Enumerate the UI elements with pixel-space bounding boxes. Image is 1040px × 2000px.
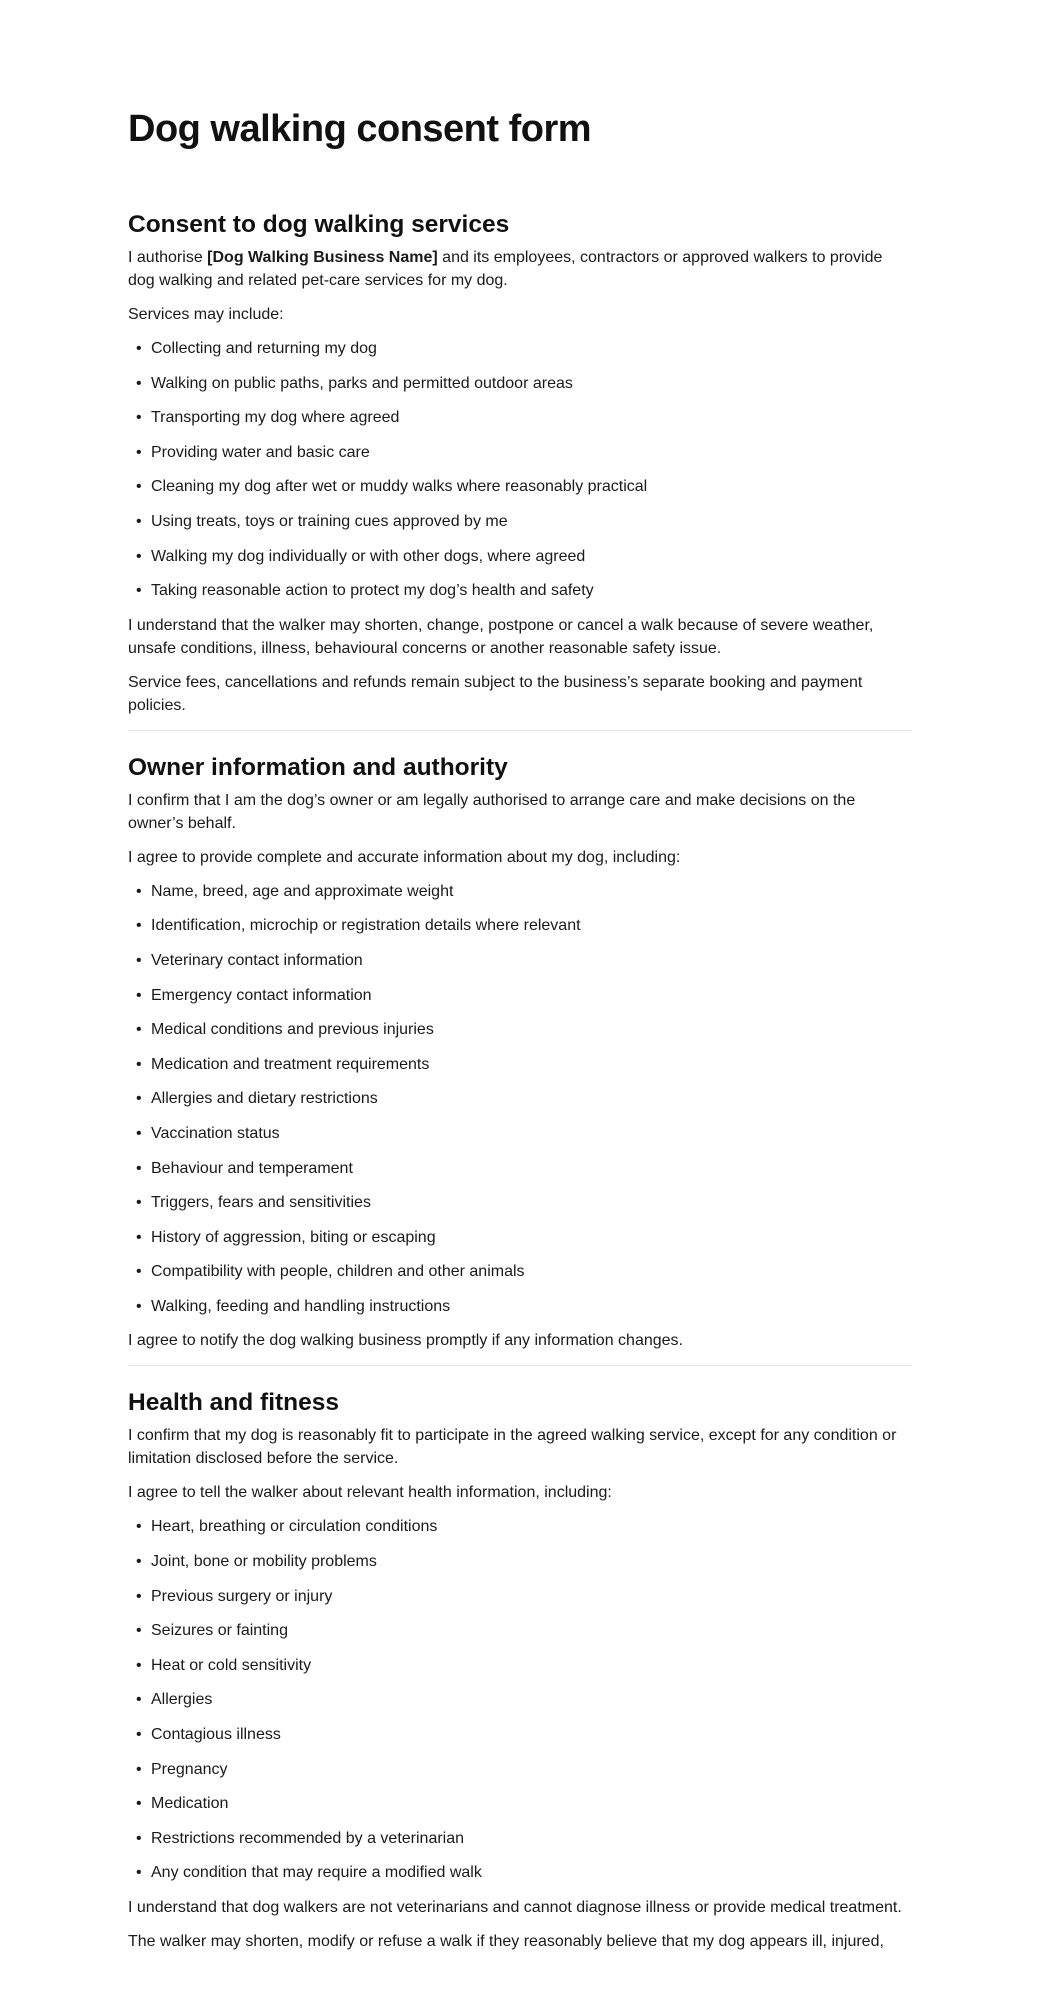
list-item: • Allergies and dietary restrictions — [128, 1087, 912, 1110]
list-item: • Veterinary contact information — [128, 949, 912, 972]
section-divider — [128, 730, 912, 731]
list-item: • History of aggression, biting or escaping — [128, 1226, 912, 1249]
owner-confirm-paragraph: I confirm that I am the dog’s owner or am legally authorised to arrange care and make decisions on the owner’s behalf. — [128, 791, 856, 832]
consent-intro — [128, 246, 912, 292]
health-refuse-paragraph: The walker may shorten, modify or refuse a walk if they reasonably believe that my dog appears ill, injured, — [128, 1933, 884, 1950]
section-heading-consent: Consent to dog walking services — [128, 211, 510, 238]
health-fit-paragraph: I confirm that my dog is reasonably fit to participate in the agreed walking service, except for any condition or limitation disclosed before the service. — [128, 1427, 897, 1468]
list-item: • Seizures or fainting — [128, 1619, 912, 1642]
business-name-placeholder: [Dog Walking Business Name] — [207, 249, 438, 266]
list-item: • Transporting my dog where agreed — [128, 406, 912, 429]
section-heading-owner: Owner information and authority — [128, 753, 508, 781]
list-item: • Pregnancy — [128, 1758, 912, 1781]
fees-paragraph: Service fees, cancellations and refunds remain subject to the business’s separate booking and payment policies. — [128, 673, 863, 714]
list-item: • Medication and treatment requirements — [128, 1053, 912, 1076]
list-item: • Emergency contact information — [128, 984, 912, 1007]
list-item: • Walking my dog individually or with other dogs, where agreed — [128, 545, 912, 568]
consent-intro-post: and its employees, contractors or approved walkers to provide dog walking and related pet-care services for my dog. — [128, 249, 883, 289]
list-item: • Contagious illness — [128, 1723, 912, 1746]
section-health — [128, 1386, 912, 1953]
list-item: • Medical conditions and previous injuries — [128, 1018, 912, 1041]
list-item: • Identification, microchip or registration details where relevant — [128, 914, 912, 937]
page-title: Dog walking consent form — [128, 108, 592, 150]
list-item: • Joint, bone or mobility problems — [128, 1550, 912, 1573]
list-item: • Triggers, fears and sensitivities — [128, 1191, 912, 1214]
health-list — [128, 1515, 912, 1884]
list-item: • Walking on public paths, parks and permitted outdoor areas — [128, 372, 912, 395]
section-consent — [128, 208, 912, 717]
list-item: • Providing water and basic care — [128, 441, 912, 464]
owner-info-lead: I agree to provide complete and accurate information about my dog, including: — [128, 848, 681, 866]
weather-paragraph: I understand that the walker may shorten, change, postpone or cancel a walk because of severe weather, unsafe conditions, illness, behavioural concerns or another reasonable safety issue. — [128, 616, 874, 657]
list-item: • Cleaning my dog after wet or muddy walks where reasonably practical — [128, 475, 912, 498]
list-item: • Restrictions recommended by a veterinarian — [128, 1827, 912, 1850]
section-owner — [128, 751, 912, 1353]
owner-info-list — [128, 880, 912, 1318]
list-item: • Allergies — [128, 1688, 912, 1711]
list-item: • Taking reasonable action to protect my dog’s health and safety — [128, 579, 912, 602]
list-item: • Using treats, toys or training cues approved by me — [128, 510, 912, 533]
list-item: • Any condition that may require a modified walk — [128, 1861, 912, 1884]
services-list — [128, 337, 912, 602]
list-item: • Heart, breathing or circulation conditions — [128, 1515, 912, 1538]
health-vet-paragraph: I understand that dog walkers are not veterinarians and cannot diagnose illness or provide medical treatment. — [128, 1899, 902, 1916]
section-heading-health: Health and fitness — [128, 1389, 340, 1417]
list-item: • Vaccination status — [128, 1122, 912, 1145]
list-item: • Previous surgery or injury — [128, 1585, 912, 1608]
list-item: • Behaviour and temperament — [128, 1157, 912, 1180]
document-body — [128, 208, 912, 1964]
health-lead: I agree to tell the walker about relevant health information, including: — [128, 1484, 612, 1502]
list-item: • Heat or cold sensitivity — [128, 1654, 912, 1677]
consent-intro-pre: I authorise — [128, 249, 208, 266]
section-divider — [128, 1365, 912, 1366]
services-lead: Services may include: — [128, 306, 284, 323]
list-item: • Walking, feeding and handling instructions — [128, 1295, 912, 1318]
list-item: • Collecting and returning my dog — [128, 337, 912, 360]
list-item: • Name, breed, age and approximate weight — [128, 880, 912, 903]
owner-notify-paragraph: I agree to notify the dog walking business promptly if any information changes. — [128, 1332, 683, 1350]
list-item: • Medication — [128, 1792, 912, 1815]
list-item: • Compatibility with people, children and other animals — [128, 1260, 912, 1283]
